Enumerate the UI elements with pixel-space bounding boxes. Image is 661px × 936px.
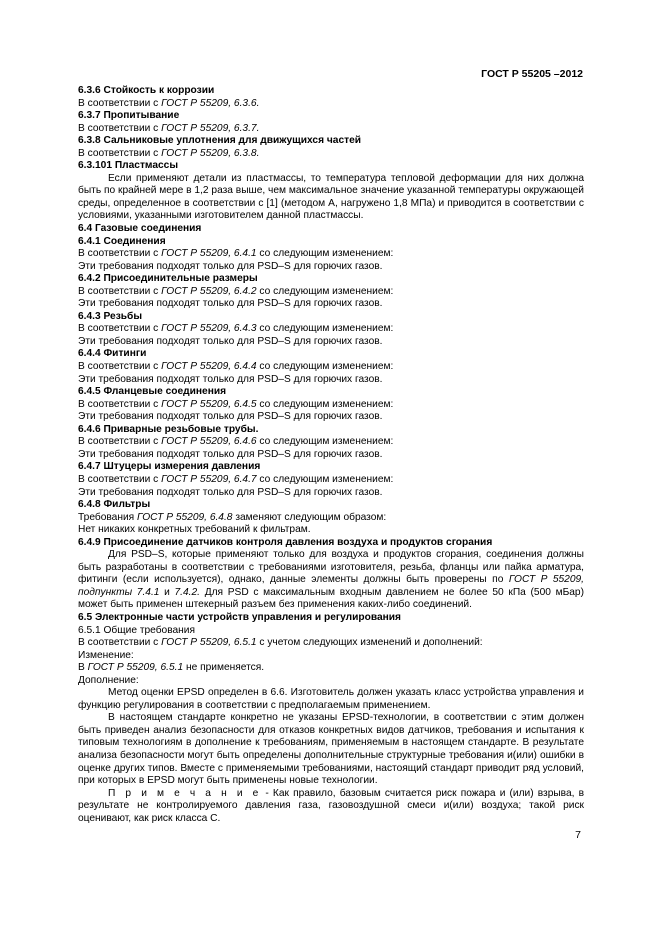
text-line: Нет никаких конкретных требований к фильтрам. <box>78 524 311 536</box>
reference-suffix: не применяется. <box>183 662 265 674</box>
reference-prefix: В соответствии с <box>78 97 162 109</box>
section-heading: 6.3.6 Стойкость к коррозии <box>78 85 215 96</box>
reference-line <box>78 399 584 412</box>
reference-suffix: со следующим изменением: <box>256 473 394 485</box>
reference-prefix: В соответствии с <box>78 436 162 448</box>
text-line: Эти требования подходят только для PSD–S для горючих газов. <box>78 335 383 347</box>
reference-line <box>78 361 584 374</box>
paragraph-method: Метод оценки EPSD определен в 6.6. Изготовитель должен указать класс устройства управления и функцию регулирования в соответствии с предполагаемым применением. <box>78 687 584 711</box>
text-line: Эти требования подходят только для PSD–S для горючих газов. <box>78 298 383 310</box>
text-line: Эти требования подходят только для PSD–S для горючих газов. <box>78 448 383 460</box>
reference-suffix: со следующим изменением: <box>256 248 394 260</box>
reference-suffix: со следующим изменением: <box>256 398 394 410</box>
reference-line <box>78 123 584 136</box>
paragraph-6-4-9 <box>78 549 584 612</box>
standard-reference: ГОСТ Р 55209, 6.4.3 <box>161 323 257 335</box>
reference-line <box>78 662 584 675</box>
text-line: Дополнение: <box>78 674 139 686</box>
section-heading: 6.5 Электронные части устройств управления и регулирования <box>78 611 401 623</box>
page-number: 7 <box>575 829 581 841</box>
section-heading: 6.3.7 Пропитывание <box>78 110 180 122</box>
section-6-3-6-to-6-4-9 <box>78 85 584 549</box>
standard-reference: ГОСТ Р 55209, 6.3.8. <box>161 147 260 159</box>
standard-reference: ГОСТ Р 55209, 6.5.1 <box>87 662 184 674</box>
standard-reference: ГОСТ Р 55209, 6.4.6 <box>161 436 257 448</box>
reference-line <box>78 286 584 299</box>
section-heading: 6.4.8 Фильтры <box>78 499 151 511</box>
reference-suffix: заменяют следующим образом: <box>232 511 387 523</box>
reference-prefix: В соответствии с <box>78 473 162 485</box>
reference-line <box>78 512 584 525</box>
reference-line <box>78 436 584 449</box>
section-heading: 6.4.7 Штуцеры измерения давления <box>78 461 261 473</box>
standard-reference: ГОСТ Р 55209, 6.4.1 <box>161 248 257 260</box>
p649-a: Для PSD–S, которые применяют только для воздуха и продуктов сгорания, соединения должны быть разработаны в соответствии с требованиями изготовителя, резьба, фланцы или пайка арматура, фитинги (если используется), однако, данные элементы должны быть проверены по <box>78 549 584 586</box>
standard-reference: ГОСТ Р 55209, 6.4.4 <box>161 361 257 373</box>
reference-line <box>78 98 584 111</box>
reference-prefix: В соответствии с <box>78 323 162 335</box>
reference-prefix: В соответствии с <box>78 637 162 649</box>
p649-c: и <box>159 586 175 598</box>
text-line: Эти требования подходят только для PSD–S для горючих газов. <box>78 411 383 423</box>
reference-line <box>78 248 584 261</box>
section-heading: 6.4.4 Фитинги <box>78 348 147 360</box>
text-line: Эти требования подходят только для PSD–S для горючих газов. <box>78 373 383 385</box>
reference-prefix: Требования <box>78 511 137 523</box>
section-heading: 6.4.6 Приварные резьбовые трубы. <box>78 423 259 435</box>
reference-suffix: со следующим изменением: <box>256 323 394 335</box>
section-heading: 6.4.9 Присоединение датчиков контроля давления воздуха и продуктов сгорания <box>78 536 493 548</box>
p649-ref2: 7.4.2. <box>174 586 201 598</box>
p649-d: Для PSD с максимальным входным давлением не более 50 кПа (500 мБар) может быть применен штекерный разъем без применения каких-либо соединений. <box>78 586 584 611</box>
document-body <box>78 85 584 825</box>
note-text: - Как правило, базовым считается риск пожара и (или) взрыва, в результате не контролируемого давления газа, газовоздушной смеси и(или) воздуха; такой риск оценивают, как риск класса С. <box>78 787 585 824</box>
standard-reference: ГОСТ Р 55209, 6.4.8 <box>137 511 233 523</box>
standard-reference: ГОСТ Р 55209, 6.4.7 <box>161 473 257 485</box>
standard-reference: ГОСТ Р 55209, 6.4.2 <box>161 285 257 297</box>
note-paragraph <box>78 788 584 826</box>
reference-prefix: В соответствии с <box>78 285 162 297</box>
reference-line <box>78 323 584 336</box>
reference-line <box>78 474 584 487</box>
text-line: Изменение: <box>78 649 134 661</box>
section-heading: 6.4.1 Соединения <box>78 235 166 247</box>
reference-prefix: В соответствии с <box>78 122 162 134</box>
text-line: Эти требования подходят только для PSD–S для горючих газов. <box>78 260 383 272</box>
section-heading: 6.4.3 Резьбы <box>78 310 143 322</box>
document-header: ГОСТ Р 55205 –2012 <box>481 68 583 80</box>
reference-prefix: В соответствии с <box>78 248 162 260</box>
reference-prefix: В соответствии с <box>78 361 162 373</box>
standard-reference: ГОСТ Р 55209, 6.4.5 <box>161 398 257 410</box>
paragraph: Если применяют детали из пластмассы, то температура тепловой деформации для них должна быть по крайней мере в 1,2 раза выше, чем максимальное значение указанной температуры окружающей среды, определенное в соответствии с [1] (методом А, нагружено 1,8 МПа) и приводится в соответствии с условиями, указанными изготовителем данной пластмассы. <box>78 172 584 222</box>
reference-line <box>78 637 584 650</box>
paragraph-standard: В настоящем стандарте конкретно не указаны EPSD-технологии, в соответствии с этим должен быть приведен анализ безопасности для отказов конкретных видов датчиков, требования и испытания к типовым технологиям в дополнение к требованиям, применяемым в настоящем стандарте. В результате анализа безопасности могут быть определены дополнительные структурные требования и(или) ошибки в оценке других типов. Вместе с применяемыми требованиями, настоящий стандарт приводит ряд условий, при которых в EPSD могут быть применены новые технологии. <box>78 712 584 787</box>
reference-prefix: В соответствии с <box>78 398 162 410</box>
reference-prefix: В соответствии с <box>78 147 162 159</box>
reference-suffix: со следующим изменением: <box>256 436 394 448</box>
section-6-5 <box>78 612 584 687</box>
section-heading: 6.4.2 Присоединительные размеры <box>78 273 258 285</box>
p649-ref1: ГОСТ Р 55209, подпункты 7.4.1 <box>78 574 585 598</box>
section-heading: 6.3.101 Пластмассы <box>78 160 179 172</box>
text-line: 6.5.1 Общие требования <box>78 624 195 636</box>
text-line: Эти требования подходят только для PSD–S для горючих газов. <box>78 486 383 498</box>
reference-suffix: со следующим изменением: <box>256 361 394 373</box>
note-label: П р и м е ч а н и е <box>108 787 262 799</box>
section-heading: 6.4.5 Фланцевые соединения <box>78 386 227 398</box>
reference-suffix: со следующим изменением: <box>256 285 394 297</box>
reference-suffix: с учетом следующих изменений и дополнений: <box>256 637 483 649</box>
section-heading: 6.4 Газовые соединения <box>78 223 202 235</box>
reference-prefix: В <box>78 662 88 674</box>
standard-reference: ГОСТ Р 55209, 6.5.1 <box>161 637 257 649</box>
standard-reference: ГОСТ Р 55209, 6.3.6. <box>161 97 260 109</box>
reference-line <box>78 148 584 161</box>
section-heading: 6.3.8 Сальниковые уплотнения для движущихся частей <box>78 135 362 147</box>
standard-reference: ГОСТ Р 55209, 6.3.7. <box>161 122 260 134</box>
